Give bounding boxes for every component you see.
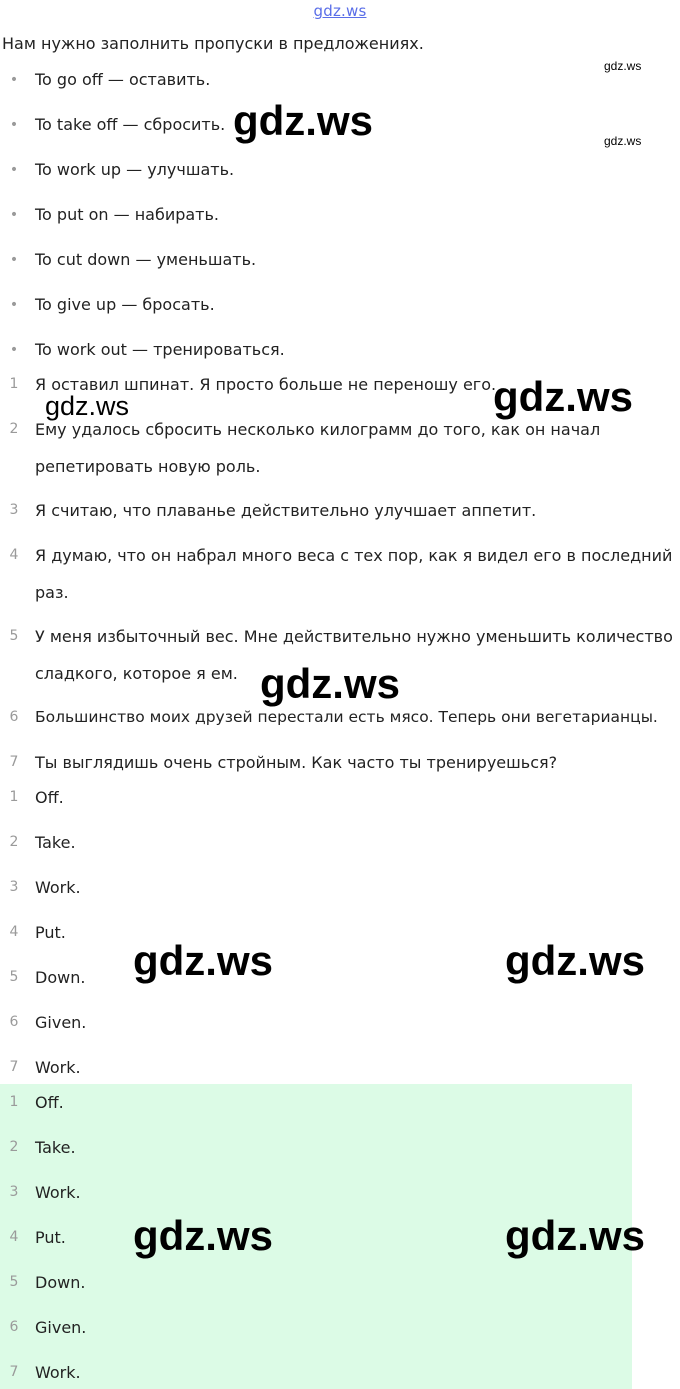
bullet-text: To work up — улучшать. [35, 160, 235, 179]
answer-text: Work. [35, 1058, 81, 1077]
bullet-icon: • [9, 207, 19, 223]
bullet-text: To give up — бросать. [35, 295, 215, 314]
item-number: 3 [9, 502, 19, 518]
translation-text: Ему удалось сбросить несколько килограмм до того, как он начал репетировать новую роль. [35, 420, 601, 476]
item-number: 5 [9, 969, 19, 985]
bullet-text: To cut down — уменьшать. [35, 250, 257, 269]
answer-text: Take. [35, 1138, 76, 1157]
item-number: 2 [9, 834, 19, 850]
item-number: 6 [9, 1319, 19, 1335]
bullet-icon: • [9, 252, 19, 268]
answer-text: Work. [35, 878, 81, 897]
intro-text: Нам нужно заполнить пропуски в предложениях. [2, 34, 424, 53]
item-number: 7 [9, 1059, 19, 1075]
watermark: gdz.ws [233, 97, 374, 144]
translation-text: Я считаю, что плаванье действительно улучшает аппетит. [35, 501, 537, 520]
answer-text: Put. [35, 1228, 66, 1247]
item-number: 6 [9, 709, 19, 725]
bullet-icon: • [9, 342, 19, 358]
watermark: gdz.ws [604, 134, 642, 148]
bullet-icon: • [9, 72, 19, 88]
answer-text: Off. [35, 1093, 64, 1112]
answer-text: Take. [35, 833, 76, 852]
bullet-icon: • [9, 297, 19, 313]
item-number: 1 [9, 1094, 19, 1110]
bullet-text: To go off — оставить. [35, 70, 211, 89]
item-number: 3 [9, 879, 19, 895]
bullet-text: To put on — набирать. [35, 205, 220, 224]
watermark: gdz.ws [493, 373, 634, 420]
answer-text: Given. [35, 1318, 87, 1337]
watermark: gdz.ws [133, 1212, 274, 1259]
answer-text: Put. [35, 923, 66, 942]
translation-text: Я оставил шпинат. Я просто больше не переношу его. [35, 375, 497, 394]
watermark: gdz.ws [505, 1212, 646, 1259]
item-number: 6 [9, 1014, 19, 1030]
item-number: 2 [9, 1139, 19, 1155]
answer-text: Down. [35, 968, 86, 987]
answer-text: Work. [35, 1363, 81, 1382]
answer-text: Down. [35, 1273, 86, 1292]
translation-text: Большинство моих друзей перестали есть мясо. Теперь они вегетарианцы. [35, 708, 658, 726]
bullet-icon: • [9, 162, 19, 178]
answer-text: Given. [35, 1013, 87, 1032]
translation-text: Я думаю, что он набрал много веса с тех пор, как я видел его в последний раз. [35, 546, 673, 602]
bullet-text: To take off — сбросить. [35, 115, 226, 134]
answer-text: Off. [35, 788, 64, 807]
item-number: 1 [9, 376, 19, 392]
item-number: 4 [9, 924, 19, 940]
item-number: 7 [9, 1364, 19, 1380]
watermark: gdz.ws [45, 391, 130, 421]
watermark: gdz.ws [505, 937, 646, 984]
translation-text: Ты выглядишь очень стройным. Как часто ты тренируешься? [35, 753, 558, 772]
item-number: 2 [9, 421, 19, 437]
bullet-text: To work out — тренироваться. [35, 340, 285, 359]
item-number: 5 [9, 1274, 19, 1290]
item-number: 4 [9, 1229, 19, 1245]
item-number: 4 [9, 547, 19, 563]
item-number: 7 [9, 754, 19, 770]
watermark: gdz.ws [133, 937, 274, 984]
watermark: gdz.ws [604, 59, 642, 73]
translation-text: У меня избыточный вес. Мне действительно нужно уменьшить количество сладкого, которое я ем. [35, 627, 673, 683]
answer-text: Work. [35, 1183, 81, 1202]
watermark: gdz.ws [260, 660, 401, 707]
item-number: 5 [9, 628, 19, 644]
item-number: 1 [9, 789, 19, 805]
item-number: 3 [9, 1184, 19, 1200]
site-link[interactable]: gdz.ws [313, 2, 367, 20]
bullet-icon: • [9, 117, 19, 133]
